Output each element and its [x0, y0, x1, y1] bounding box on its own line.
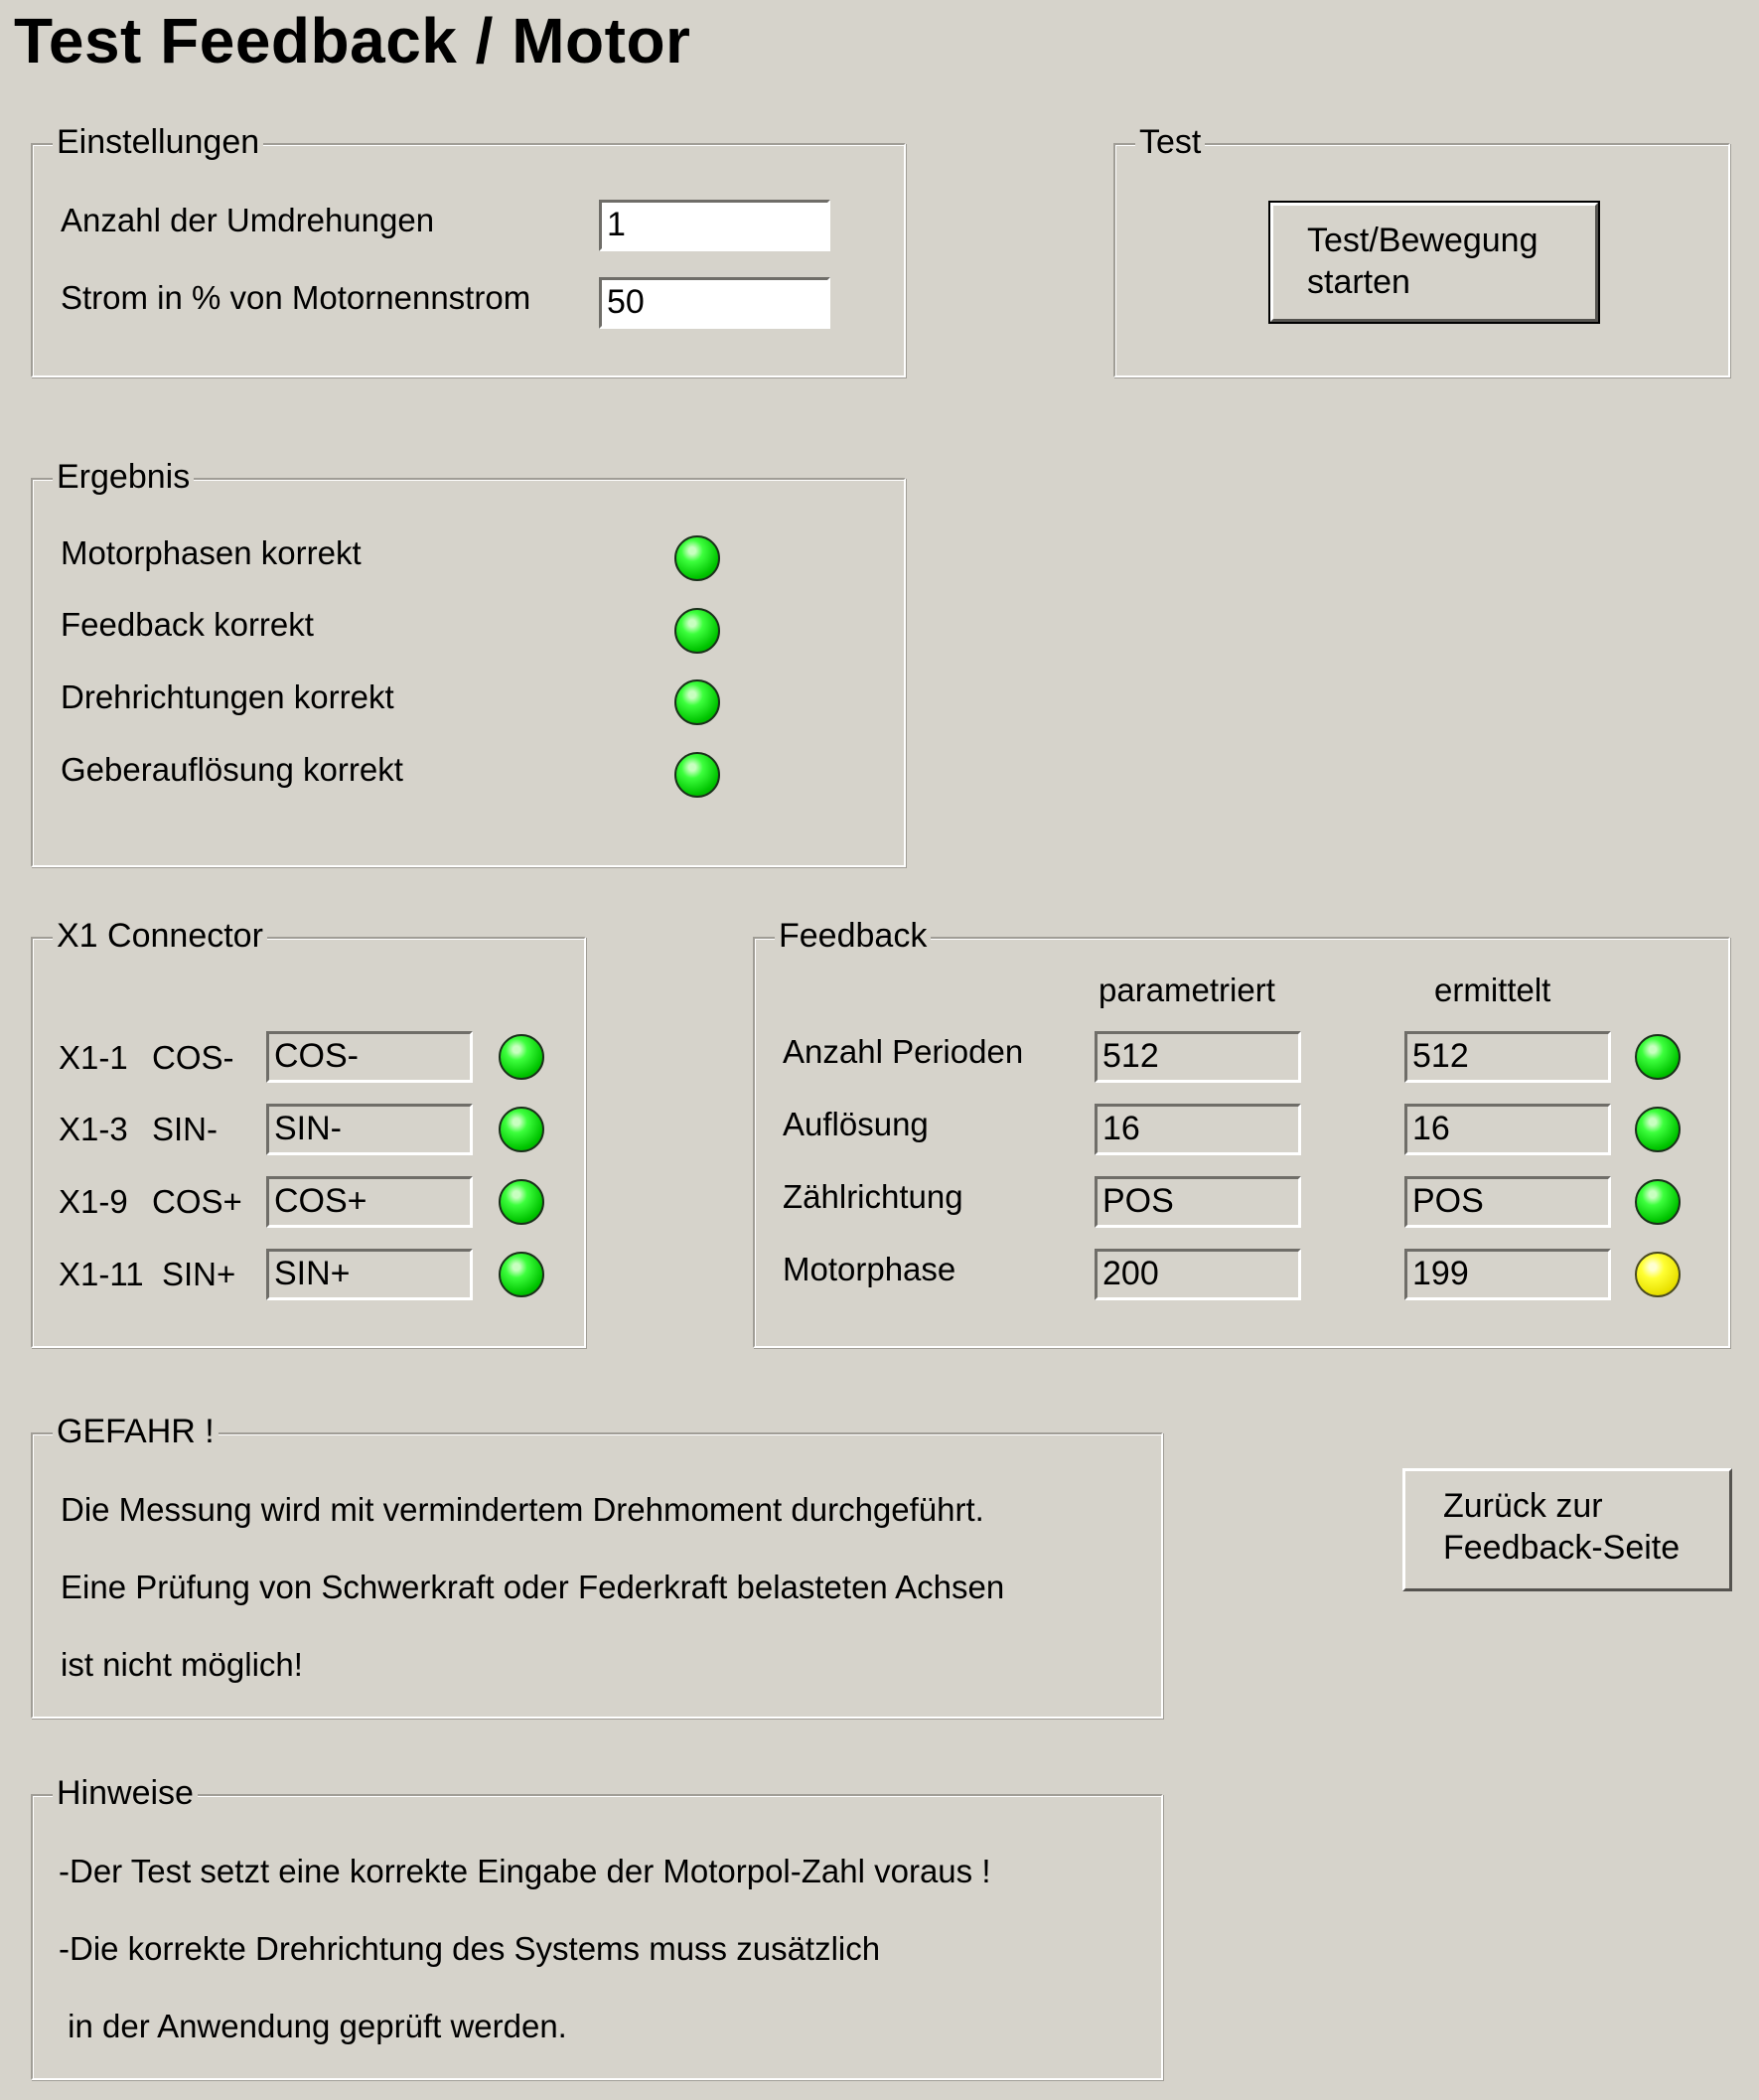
- feedback-status-led: [1635, 1034, 1681, 1080]
- gefahr-line: Die Messung wird mit vermindertem Drehmoment durchgeführt.: [61, 1491, 984, 1528]
- umdrehungen-input[interactable]: 1: [599, 200, 830, 251]
- feedback-row-label: Motorphase: [783, 1251, 956, 1287]
- x1-status-led: [499, 1179, 544, 1225]
- back-button-line1: Zurück zur: [1443, 1487, 1603, 1525]
- gefahr-line: ist nicht möglich!: [61, 1646, 303, 1683]
- feedback-legend: Feedback: [775, 915, 931, 957]
- umdrehungen-label: Anzahl der Umdrehungen: [61, 202, 435, 238]
- x1-signal-label: SIN-: [152, 1111, 218, 1147]
- feedback-status-led: [1635, 1252, 1681, 1297]
- gefahr-group: [31, 1413, 1163, 1719]
- ergebnis-led-feedback: [674, 608, 720, 654]
- hinweise-line: -Die korrekte Drehrichtung des Systems muss zusätzlich: [59, 1930, 881, 1967]
- ergebnis-led-drehrichtungen: [674, 679, 720, 725]
- found-value-field: 16: [1404, 1104, 1611, 1155]
- x1-pin-label: X1-3: [59, 1111, 128, 1147]
- ergebnis-led-motorphasen: [674, 535, 720, 581]
- gefahr-legend: GEFAHR !: [53, 1411, 219, 1452]
- feedback-status-led: [1635, 1107, 1681, 1152]
- x1-status-led: [499, 1252, 544, 1297]
- x1-value-field: COS-: [266, 1031, 473, 1083]
- ergebnis-label-motorphasen: Motorphasen korrekt: [61, 534, 362, 571]
- found-value-field: POS: [1404, 1176, 1611, 1228]
- found-value-field: 199: [1404, 1249, 1611, 1300]
- param-value-field: POS: [1095, 1176, 1301, 1228]
- gefahr-line: Eine Prüfung von Schwerkraft oder Federkraft belasteten Achsen: [61, 1569, 1005, 1605]
- hinweise-line: -Der Test setzt eine korrekte Eingabe der Motorpol-Zahl voraus !: [59, 1853, 991, 1889]
- einstellungen-group: [31, 123, 906, 377]
- x1-status-led: [499, 1107, 544, 1152]
- strom-input[interactable]: 50: [599, 277, 830, 329]
- feedback-status-led: [1635, 1179, 1681, 1225]
- found-value-field: 512: [1404, 1031, 1611, 1083]
- x1-pin-label: X1-1: [59, 1039, 128, 1076]
- column-header-ermittelt: ermittelt: [1434, 972, 1551, 1008]
- ergebnis-legend: Ergebnis: [53, 456, 194, 498]
- x1-signal-label: SIN+: [162, 1256, 236, 1292]
- param-value-field: 512: [1095, 1031, 1301, 1083]
- param-value-field: 200: [1095, 1249, 1301, 1300]
- x1-signal-label: COS+: [152, 1183, 242, 1220]
- start-test-button[interactable]: [1270, 203, 1598, 322]
- test-legend: Test: [1135, 121, 1205, 163]
- back-to-feedback-button[interactable]: [1402, 1468, 1732, 1591]
- x1-connector-group: [31, 917, 586, 1348]
- hinweise-legend: Hinweise: [53, 1772, 198, 1814]
- param-value-field: 16: [1095, 1104, 1301, 1155]
- x1-pin-label: X1-9: [59, 1183, 128, 1220]
- feedback-row-label: Zählrichtung: [783, 1178, 963, 1215]
- hinweise-group: [31, 1774, 1163, 2080]
- back-button-line2: Feedback-Seite: [1443, 1529, 1681, 1567]
- hinweise-line: in der Anwendung geprüft werden.: [59, 2008, 567, 2044]
- strom-label: Strom in % von Motornennstrom: [61, 279, 531, 316]
- ergebnis-label-drehrichtungen: Drehrichtungen korrekt: [61, 678, 394, 715]
- einstellungen-legend: Einstellungen: [53, 121, 263, 163]
- ergebnis-label-geberaufloesung: Geberauflösung korrekt: [61, 751, 403, 788]
- ergebnis-group: [31, 458, 906, 867]
- x1-value-field: SIN+: [266, 1249, 473, 1300]
- page-title: Test Feedback / Motor: [14, 5, 691, 76]
- x1-value-field: SIN-: [266, 1104, 473, 1155]
- column-header-parametriert: parametriert: [1099, 972, 1275, 1008]
- test-group: [1113, 123, 1730, 377]
- x1-connector-legend: X1 Connector: [53, 915, 267, 957]
- feedback-row-label: Anzahl Perioden: [783, 1033, 1024, 1070]
- feedback-group: [753, 917, 1730, 1348]
- x1-signal-label: COS-: [152, 1039, 234, 1076]
- start-test-button-line2: starten: [1307, 263, 1410, 301]
- start-test-button-line1: Test/Bewegung: [1307, 222, 1539, 259]
- x1-pin-label: X1-11: [59, 1256, 144, 1292]
- feedback-row-label: Auflösung: [783, 1106, 929, 1142]
- ergebnis-led-geberaufloesung: [674, 752, 720, 798]
- ergebnis-label-feedback: Feedback korrekt: [61, 606, 314, 643]
- x1-status-led: [499, 1034, 544, 1080]
- x1-value-field: COS+: [266, 1176, 473, 1228]
